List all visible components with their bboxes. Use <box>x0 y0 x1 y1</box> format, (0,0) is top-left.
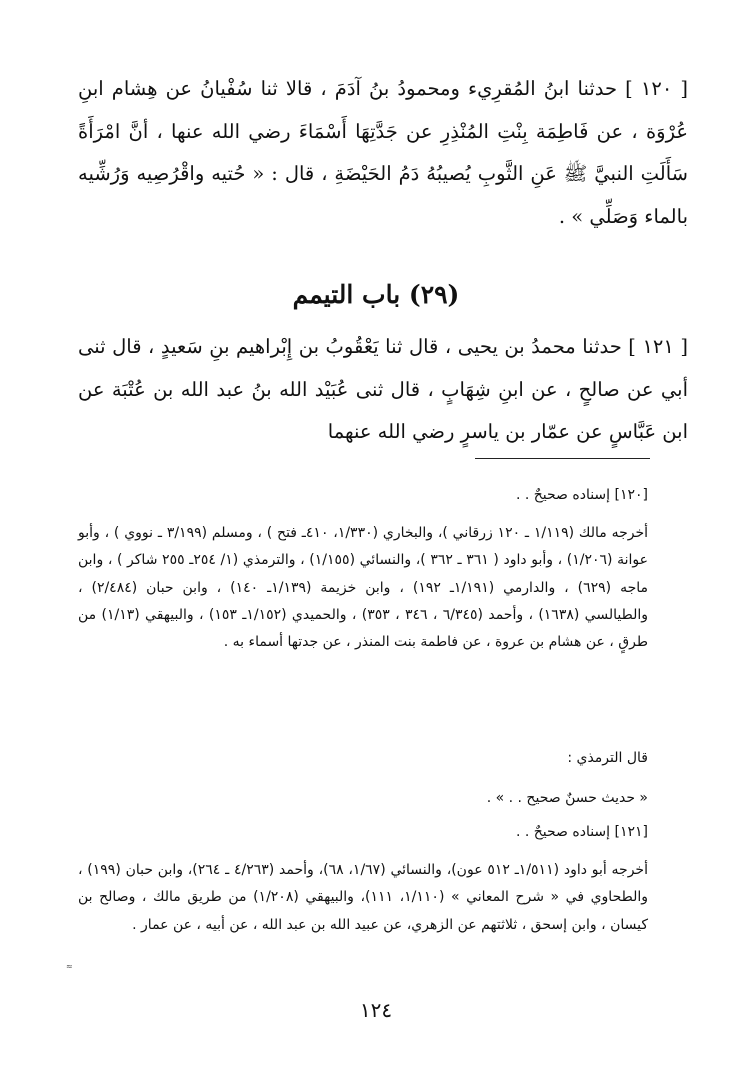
footnote-tirmidhi-label: قال الترمذي : <box>567 750 648 766</box>
hadith-120-text: [ ١٢٠ ] حدثنا ابنُ المُقرِيء ومحمودُ بنُ آدَمَ ، قالا ثنا سُفْيانُ عن هِشام ابنِ عُرْوَة ، عن فَاطِمَة بِنْتِ المُنْذِرِ عن جَدَّتِهَا أَسْمَاءَ رضي الله عنها ، أنَّ امْرَأَةً سَأَلَتِ النبيَّ ﷺ عَنِ الثَّوبِ يُصيبُهُ دَمُ الحَيْضَةِ ، قال : « حُتيه واقْرُصِيه وَرُشِّيه بالماء وَصَلِّي » . <box>78 77 688 228</box>
footnote-divider <box>475 458 650 459</box>
footnote-120-grade: [١٢٠] إسناده صحيحٌ . . <box>515 487 648 503</box>
footnote-121-takhrij: أخرجه أبو داود (١/٥١١ـ ٥١٢ عون)، والنسائي (١/٦٧، ٦٨)، وأحمد (٤/٢٦٣ ـ ٢٦٤)، وابن حبان (١٩٩) ، والطحاوي في « شرح المعاني » (١/١١٠، ١١١)، والبيهقي (١/٢٠٨) من طريق مالك ، وصالح بن كيسان ، وابن إسحق ، ثلاثتهم عن الزهري، عن عبيد الله بن عبد الله ، عن أبيه ، عن عمار . <box>78 862 649 933</box>
footnote-tirmidhi-quote: « حديث حسنٌ صحيح . . » . <box>486 790 648 806</box>
footnote-121-grade: [١٢١] إسناده صحيحٌ . . <box>515 824 648 840</box>
hadith-121-text: [ ١٢١ ] حدثنا محمدُ بن يحيى ، قال ثنا يَعْقُوبُ بن إِبْراهيم بنِ سَعيدٍ ، قال ثنى أبي عن صالحٍ ، عن ابنِ شِهَابٍ ، قال ثنى عُبَيْد الله بنُ عبد الله بن عُتْبَة عن ابن عَبَّاسٍ عن عمّار بن ياسرٍ رضي الله عنهما <box>78 335 689 443</box>
scan-mark-icon: ≈ <box>66 962 73 971</box>
chapter-heading: (٢٩) باب التيمم <box>292 280 460 309</box>
page-number: ١٢٤ <box>359 998 393 1022</box>
footnote-120-takhrij: أخرجه مالك (١/١١٩ ـ ١٢٠ زرقاني )، والبخاري (١/٣٣٠، ٤١٠ـ فتح ) ، ومسلم (٣/١٩٩ ـ نووي ) ، وأبو عوانة (١/٢٠٦) ، وأبو داود ( ٣٦١ ـ ٣٦٢ )، والنسائي (١/١٥٥) ، والترمذي (١/ ٢٥٤ـ ٢٥٥ شاكر ) ، وابن ماجه (٦٢٩) ، والدارمي (١/١٩١ـ ١٩٢) ، وابن خزيمة (١/١٣٩ـ ١٤٠) ، وابن حبان (٢/٤٨٤) ، والطيالسي (١٦٣٨) ، وأحمد (٦/٣٤٥ ، ٣٤٦ ، ٣٥٣) ، والحميدي (١/١٥٢ـ ١٥٣) ، والبيهقي (١/١٣) من طرقٍ ، عن هشام بن عروة ، عن فاطمة بنت المنذر ، عن جدتها أسماء به . <box>78 525 649 651</box>
